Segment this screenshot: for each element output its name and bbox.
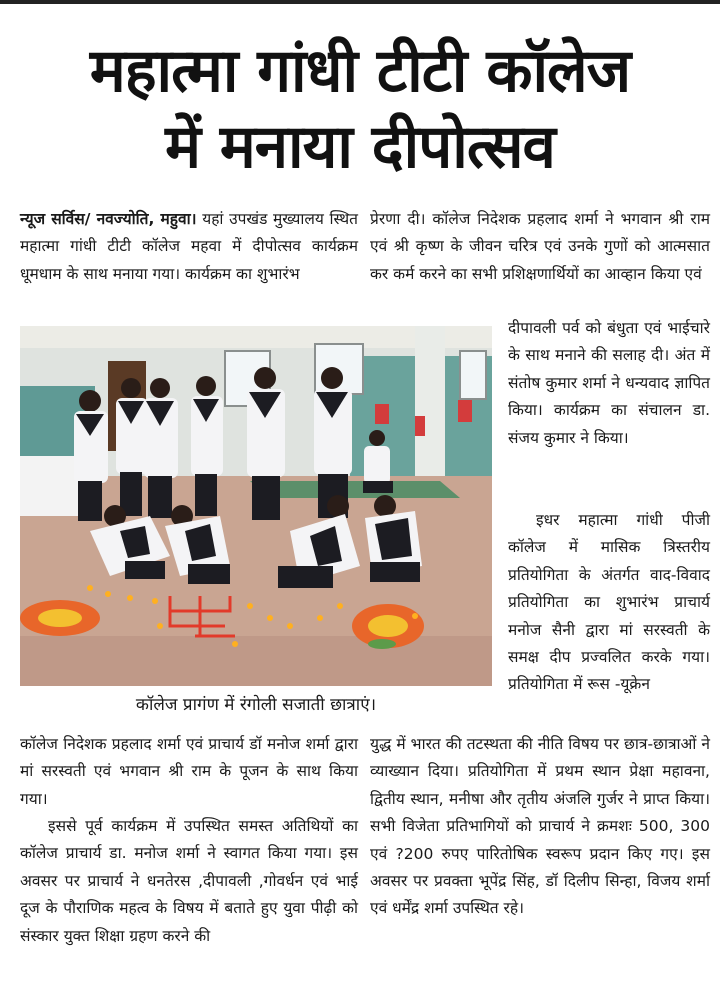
- article-paragraph-4-side: इधर महात्मा गांधी पीजी कॉलेज में मासिक त्रिस्तरीय प्रतियोगिता के अंतर्गत वाद-विवाद प्रतियोगिता का शुभारंभ प्राचार्य मनोज सैनी द्वारा मां सरस्वती के समक्ष दीप प्रज्वलित करके गया। प्रतियोगिता में रूस -यूक्रेन: [508, 511, 710, 694]
- article-paragraph-2: इससे पूर्व कार्यक्रम में उपस्थित समस्त अतिथियों का कॉलेज प्राचार्य डा. मनोज शर्मा ने स्वागत किया गया। इस अवसर पर प्राचार्य ने धनतेरस ,दीपावली ,गोवर्धन एवं भाई दूज के पौराणिक महत्व के विषय में बताते हुए युवा पीढ़ी को संस्कार युक्त शिक्षा ग्रहण करने की: [20, 817, 358, 945]
- headline-line-2: में मनाया दीपोत्सव: [165, 112, 555, 182]
- byline: न्यूज सर्विस/ नवज्योति, महुवा।: [20, 210, 197, 228]
- article-paragraph-3-side: दीपावली पर्व को बंधुता एवं भाईचारे के साथ मनाने की सलाह दी। अंत में संतोष कुमार शर्मा ने धन्यवाद ज्ञापित किया। कार्यक्रम का संचालन डा. संजय कुमार ने किया।: [508, 319, 710, 447]
- article-paragraph-3-top: प्रेरणा दी। कॉलेज निदेशक प्रहलाद शर्मा ने भगवान श्री राम एवं श्री कृष्ण के जीवन चरित्र एवं उनके गुणों को आत्मसात कर कर्म करने का सभी प्रशिक्षणार्थियों का आव्हान किया एवं: [370, 210, 710, 283]
- photo-illustration: [20, 326, 492, 686]
- article-paragraph-4-bottom: युद्ध में भारत की तटस्थता की नीति विषय पर छात्र-छात्राओं ने व्याख्यान दिया। प्रतियोगिता में प्रथम स्थान प्रेक्षा महावना, द्वितीय स्थान, मनीषा और तृतीय अंजलि गुर्जर ने प्राप्त किया। सभी विजेता प्रतिभागियों को प्राचार्य ने क्रमशः 500, 300 एवं ?200 रुपए पारितोषिक स्वरूप प्रदान किए गए। इस अवसर पर प्रवक्ता भूपेंद्र सिंह, डॉ दिलीप सिन्हा, विजय शर्मा एवं धर्मेंद्र शर्मा उपस्थित रहे।: [370, 735, 711, 918]
- top-rule: [0, 0, 720, 4]
- article-paragraph-1-continued: कॉलेज निदेशक प्रहलाद शर्मा एवं प्राचार्य डॉ मनोज शर्मा द्वारा मां सरस्वती एवं भगवान श्री राम के पूजन के साथ किया गया।: [20, 735, 358, 808]
- article-paragraph-1: [20, 206, 358, 288]
- headline-line-1: महात्मा गांधी टीटी कॉलेज: [89, 36, 631, 106]
- photo-students-rangoli: [20, 326, 492, 686]
- photo-caption: कॉलेज प्रागंण में रंगोली सजाती छात्राएं।: [135, 695, 377, 715]
- paragraph-1-text: यहां उपखंड मुख्यालय स्थित महात्मा गांधी टीटी कॉलेज महवा में दीपोत्सव कार्यक्रम धूमधाम के साथ मनाया गया। कार्यक्रम का शुभारंभ: [20, 210, 359, 283]
